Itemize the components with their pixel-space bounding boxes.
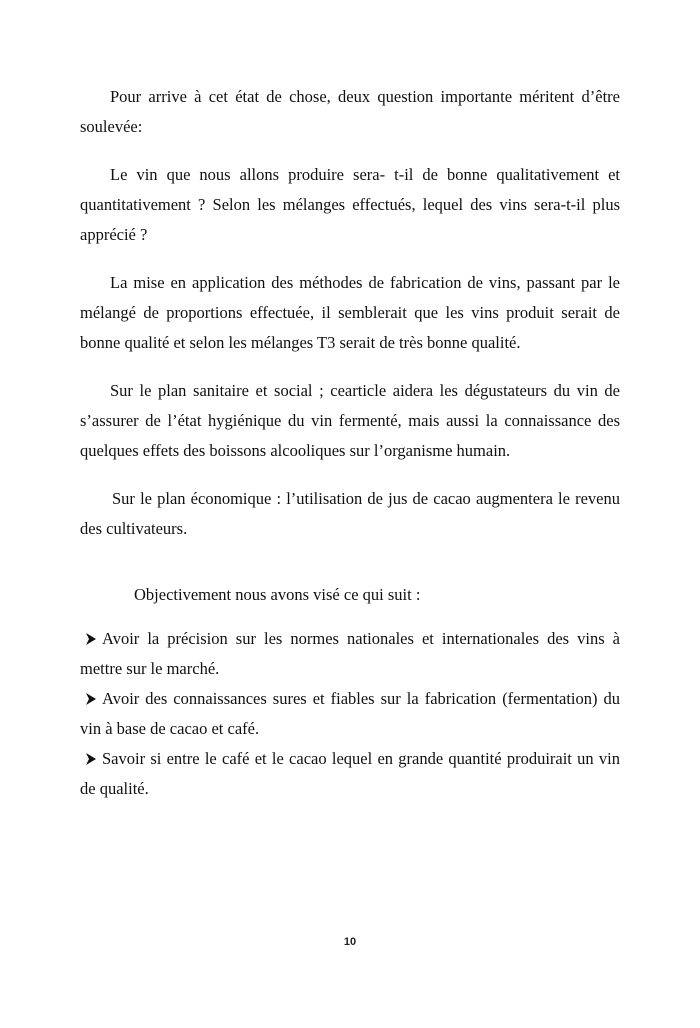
page-body — [80, 82, 620, 804]
arrowhead-bullet-icon — [86, 753, 96, 765]
arrowhead-bullet-icon — [86, 633, 96, 645]
arrowhead-bullet-icon — [86, 693, 96, 705]
paragraph-questions-intro: Pour arrive à cet état de chose, deux question importante méritent d’être soulevée: — [80, 87, 620, 136]
list-item — [80, 624, 620, 684]
paragraph-objectives-intro: Objectivement nous avons visé ce qui suit : — [134, 585, 421, 604]
paragraph-quality-question: Le vin que nous allons produire sera- t-il de bonne qualitativement et quantitativement ? Selon les mélanges effectués, lequel des vins sera-t-il plus apprécié ? — [80, 165, 620, 244]
list-item-text: Avoir des connaissances sures et fiables sur la fabrication (fermentation) du vin à base de cacao et café. — [80, 689, 620, 738]
list-item-text: Savoir si entre le café et le cacao lequel en grande quantité produirait un vin de qualité. — [80, 749, 620, 798]
objectives-list — [80, 624, 620, 804]
list-item — [80, 744, 620, 804]
paragraph-hypothesis: La mise en application des méthodes de fabrication de vins, passant par le mélangé de proportions effectuée, il semblerait que les vins produit serait de bonne qualité et selon les mélanges T3 serait de très bonne qualité. — [80, 273, 620, 352]
page-number: 10 — [343, 936, 357, 948]
list-item-text: Avoir la précision sur les normes nationales et internationales des vins à mettre sur le marché. — [80, 629, 620, 678]
paragraph-economic: Sur le plan économique : l’utilisation de jus de cacao augmentera le revenu des cultivateurs. — [80, 489, 620, 538]
paragraph-sanitary-social: Sur le plan sanitaire et social ; cearticle aidera les dégustateurs du vin de s’assurer de l’état hygiénique du vin fermenté, mais aussi la connaissance des quelques effets des boissons alcooliques sur l’organisme humain. — [80, 381, 620, 460]
list-item — [80, 684, 620, 744]
